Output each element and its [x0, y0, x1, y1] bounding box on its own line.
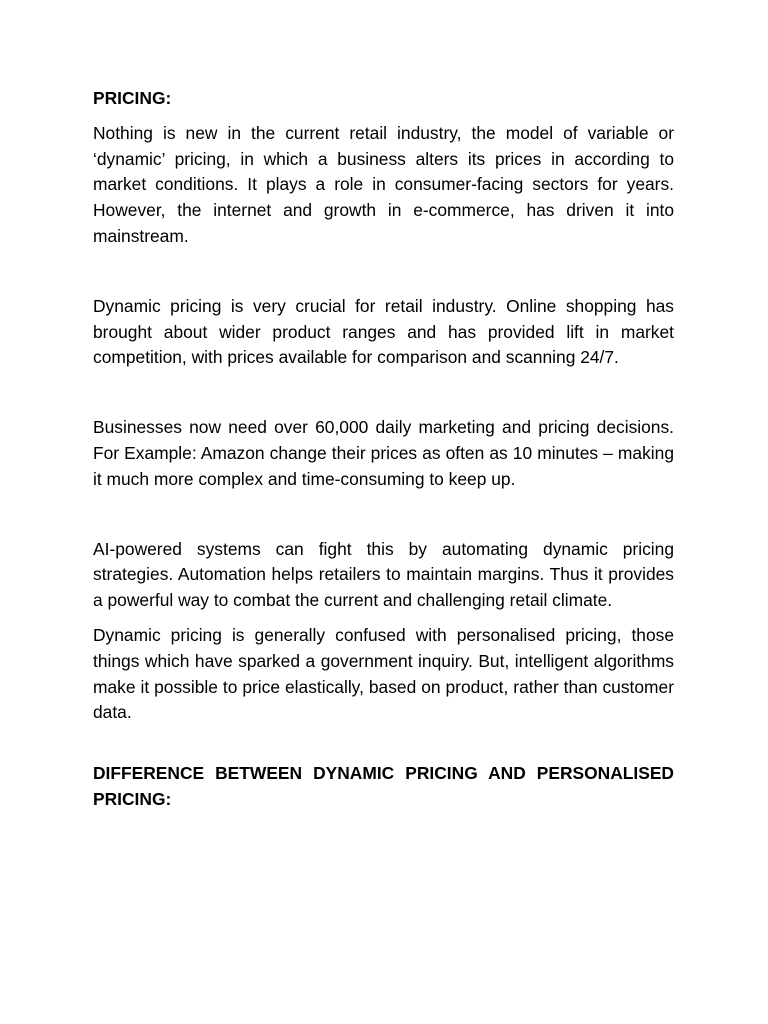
paragraph-spacer: [93, 259, 674, 294]
paragraph-ai-systems: AI-powered systems can fight this by automating dynamic pricing strategies. Automation helps retailers to maintain margins. Thus it provides a powerful way to combat the current and challenging retail climate.: [93, 538, 674, 611]
paragraph-retail-importance: Dynamic pricing is very crucial for retail industry. Online shopping has brought about wider product ranges and has provided lift in market competition, with prices available for comparison and scanning 24/7.: [93, 295, 674, 368]
document-page: [93, 86, 674, 822]
paragraph-personalised-pricing: Dynamic pricing is generally confused with personalised pricing, those things which have sparked a government inquiry. But, intelligent algorithms make it possible to price elastically, based on product, rather than customer data.: [93, 624, 674, 723]
section-heading-pricing: PRICING:: [93, 88, 172, 108]
paragraph-business-decisions: Businesses now need over 60,000 daily marketing and pricing decisions. For Example: Amazon change their prices as often as 10 minutes – making it much more complex and time-consuming to keep up.: [93, 417, 674, 489]
section-heading-difference: DIFFERENCE BETWEEN DYNAMIC PRICING AND PERSONALISED PRICING:: [93, 763, 674, 809]
paragraph-spacer: [93, 380, 674, 415]
paragraph-dynamic-pricing-intro: Nothing is new in the current retail industry, the model of variable or ‘dynamic’ pricing, in which a business alters its prices in according to market conditions. It plays a role in consumer-facing sectors for years. However, the internet and growth in e-commerce, has driven it into mainstream.: [93, 122, 674, 246]
paragraph-spacer: [93, 502, 674, 537]
